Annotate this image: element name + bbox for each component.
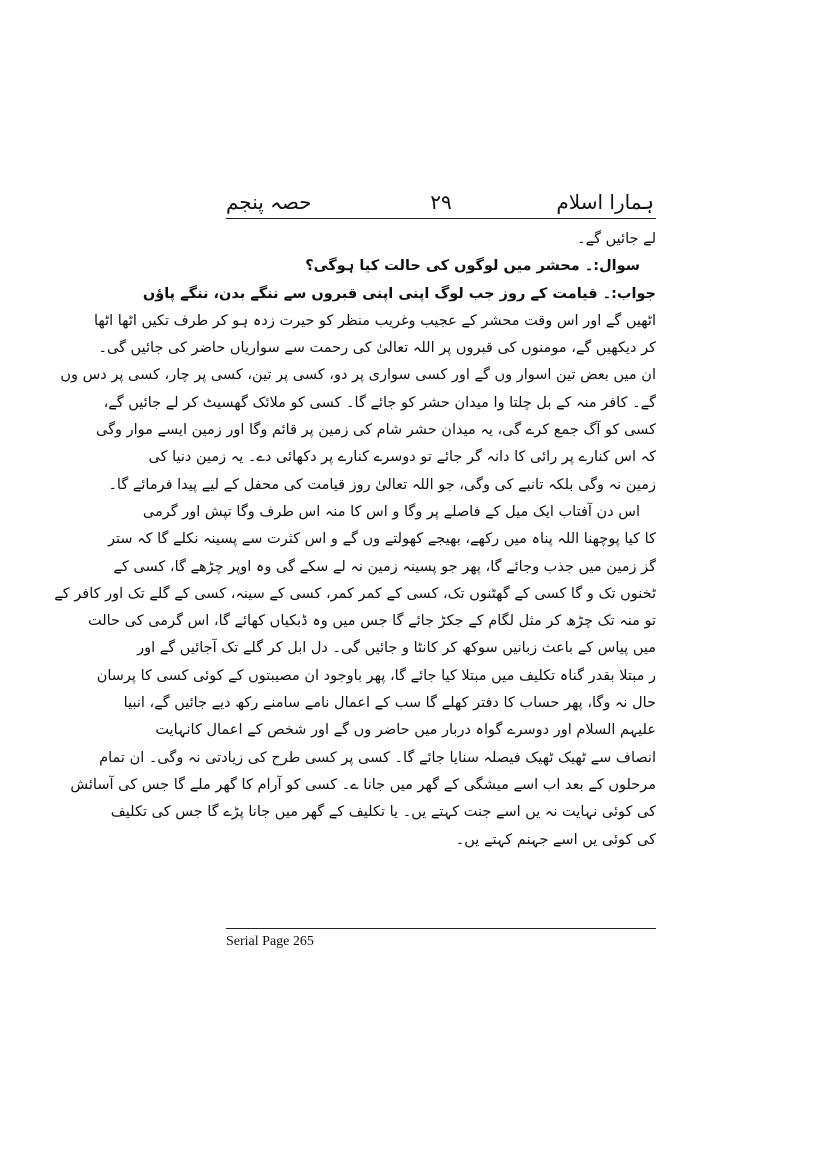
body-text [54, 226, 656, 926]
text-line: علیہم السلام اور دوسرے گواہ دربار میں حاضر وں گے اور شخص کے اعمال کانہایت [155, 722, 656, 739]
text-line: اس دن آفتاب ایک میل کے فاصلے پر وگا و اس کا منہ اس طرف وگا تپش اور گرمی [142, 503, 640, 520]
text-line: کر دیکھیں گے، مومنوں کی قبروں پر اللہ تعالیٰ کی رحمت سے سواریاں حاضر کی جائیں گی۔ [98, 340, 656, 357]
text-line: انصاف سے ٹھیک ٹھیک فیصلہ سنایا جائے گا۔ کسی پر کسی طرح کی زیادتی نہ وگی۔ ان تمام [99, 749, 656, 766]
text-line: کی کوئی یں اسے جہنم کہتے یں۔ [455, 831, 656, 848]
answer-line: جواب:۔ قیامت کے روز جب لوگ اپنی اپنی قبروں سے ننگے بدن، ننگے پاؤں [142, 285, 656, 302]
text-line: ر مبتلا بقدر گناہ تکلیف میں مبتلا کیا جائے گا، پھر باوجود ان مصیبتوں کے کوئی کسی کا پرسان [96, 667, 656, 684]
text-line: کسی کو آگ جمع کرے گی، یہ میدان حشر شام کی زمین پر قائم وگا اور زمین ایسے موار وگی [96, 422, 656, 439]
text-line: میں پیاس کے باعث زبانیں سوکھ کر کانٹا و جائیں گی۔ دل ابل کر گلے تک آجائیں گے اور [137, 640, 656, 657]
serial-page-label: Serial Page 265 [226, 934, 314, 949]
text-line: حال نہ وگا، پھر حساب کا دفتر کھلے گا سب کے اعمال نامے سامنے رکھ دیے جائیں گے، انبیا [123, 695, 656, 712]
text-line: کہ اس کنارے پر رائی کا دانہ گر جائے تو دوسرے کنارے پر دکھائی دے۔ یہ زمین دنیا کی [148, 449, 656, 466]
part-label: حصہ پنجم [226, 190, 312, 214]
text-line: گے۔ کافر منہ کے بل چلتا وا میدان حشر کو جائے گا۔ کسی کو ملائک گھسیٹ کر لے جائیں گے، [103, 394, 656, 411]
text-line: کی کوئی نہایت نہ یں اسے جنت کہتے یں۔ یا تکلیف کے گھر میں جانا پڑے گا جس کی تکلیف [110, 804, 656, 821]
text-line: زمین نہ وگی بلکہ تانبے کی وگی، جو اللہ تعالیٰ روز قیامت کی محفل کے لیے پیدا فرمائے گا۔ [108, 476, 656, 493]
text-line: ان میں بعض تین اسوار وں گے اور کسی سواری پر دو، کسی پر تین، کسی پر چار، کسی پر دس وں [60, 367, 656, 384]
page-header [226, 188, 656, 218]
page-number: ۲۹ [430, 190, 452, 214]
text-line: مرحلوں کے بعد اب اسے میشگی کے گھر میں جانا ے۔ کسی کو آرام کا گھر ملے گا جس کی آسائش [70, 776, 656, 793]
text-line: کا کیا پوچھنا اللہ پناہ میں رکھے، بھیجے کھولتے وں گے و اس کثرت سے پسینہ نکلے گا کہ ستر [107, 531, 656, 548]
text-line: لے جائیں گے۔ [577, 231, 656, 247]
text-line: تو منہ تک چڑھ کر مثل لگام کے جکڑ جائے گا جس میں وہ ڈبکیاں کھائے گا، اس گرمی کی حالت [87, 613, 656, 630]
question-line: سوال:۔ محشر میں لوگوں کی حالت کیا ہوگی؟ [305, 258, 640, 275]
text-line: گز زمین میں جذب وجائے گا، پھر جو پسینہ زمین نہ لے سکے گی وہ اوپر چڑھے گا، کسی کے [113, 558, 656, 575]
text-line: ٹخنوں تک و گا کسی کے گھٹنوں تک، کسی کے کمر کمر، کسی کے سینہ، کسی کے گلے تک اور کافر کے [54, 585, 656, 602]
header-divider [226, 218, 656, 219]
text-line: اٹھیں گے اور اس وقت محشر کے عجیب وغریب منظر کو حیرت زدہ ہو کر طرف تکیں اٹھا اٹھا [93, 312, 656, 329]
footer-divider [226, 928, 656, 929]
book-title: ہمارا اسلام [556, 190, 654, 214]
